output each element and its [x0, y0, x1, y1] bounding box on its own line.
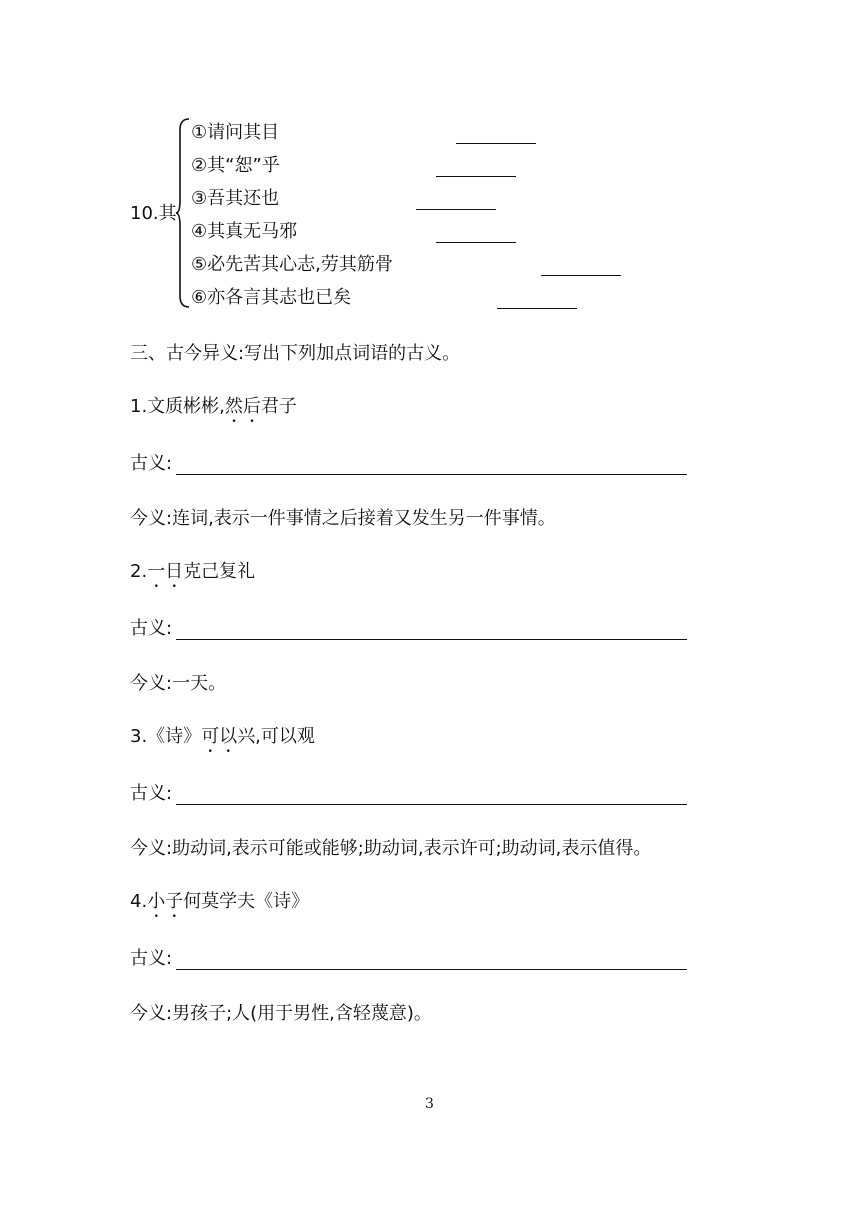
- answer-line[interactable]: [176, 804, 687, 805]
- dotted-word: 然后: [224, 396, 261, 417]
- section-heading: 三、古今异义:写出下列加点词语的古义。: [130, 343, 461, 364]
- answer-blank[interactable]: [416, 209, 496, 210]
- question-3: [130, 726, 315, 757]
- question-text: 何莫学夫《诗》: [183, 891, 310, 912]
- question-2: [130, 561, 255, 592]
- question-text: 2.: [130, 561, 148, 582]
- ancient-label: 古义:: [130, 618, 173, 639]
- dotted-word: 小子: [147, 891, 184, 912]
- ancient-label: 古义:: [130, 948, 173, 969]
- question-4: [130, 891, 309, 922]
- dotted-word: 一日: [147, 561, 184, 582]
- q10-item: ①请问其目: [191, 122, 280, 143]
- modern-meaning: 今义:助动词,表示可能或能够;助动词,表示许可;助动词,表示值得。: [130, 838, 652, 859]
- modern-meaning: 今义:男孩子;人(用于男性,含轻蔑意)。: [130, 1003, 432, 1024]
- answer-blank[interactable]: [541, 275, 621, 276]
- answer-blank[interactable]: [436, 242, 516, 243]
- page-number: 3: [425, 1096, 434, 1112]
- modern-meaning: 今义:连词,表示一件事情之后接着又发生另一件事情。: [130, 508, 556, 529]
- q10-item: ⑤必先苦其心志,劳其筋骨: [191, 254, 393, 275]
- ancient-label: 古义:: [130, 453, 173, 474]
- q10-item: ③吾其还也: [191, 188, 280, 209]
- answer-line[interactable]: [176, 969, 687, 970]
- question-text: 克己复礼: [183, 561, 256, 582]
- answer-line[interactable]: [176, 639, 687, 640]
- answer-blank[interactable]: [436, 176, 516, 177]
- q10-item: ②其“恕”乎: [191, 155, 280, 176]
- question-text: 3.《诗》: [130, 726, 202, 747]
- question-text: 兴,可以观: [237, 726, 315, 747]
- answer-blank[interactable]: [497, 308, 577, 309]
- q10-item: ⑥亦各言其志也已矣: [191, 287, 352, 308]
- brace-icon: [176, 118, 190, 308]
- modern-meaning: 今义:一天。: [130, 673, 227, 694]
- q10-item: ④其真无马邪: [191, 221, 298, 242]
- question-text: 4.: [130, 891, 148, 912]
- question-text: 君子: [260, 396, 297, 417]
- dotted-word: 可以: [201, 726, 238, 747]
- question-text: 1.文质彬彬,: [130, 396, 225, 417]
- answer-blank[interactable]: [456, 143, 536, 144]
- ancient-label: 古义:: [130, 783, 173, 804]
- answer-line[interactable]: [176, 474, 687, 475]
- q10-label: 10.其: [130, 203, 177, 224]
- question-1: [130, 396, 297, 427]
